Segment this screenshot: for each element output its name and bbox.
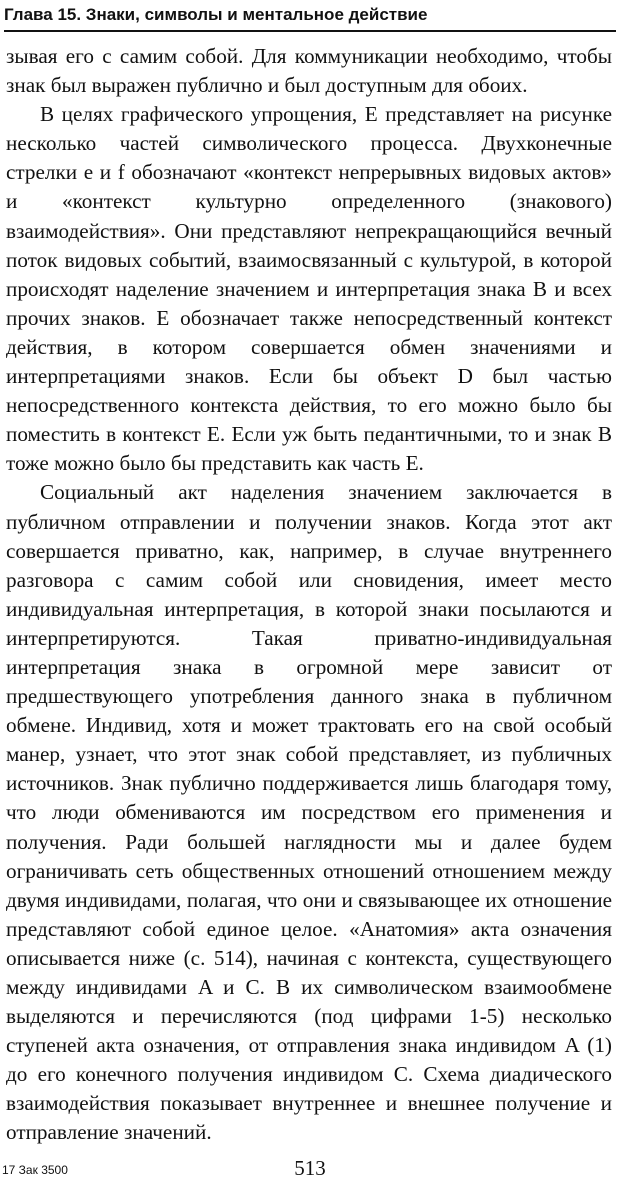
paragraph: зывая его с самим собой. Для коммуникации необходимо, чтобы знак был выражен публично и был доступным для обоих. [6,44,612,98]
page-number: 513 [294,1156,326,1180]
printer-signature-mark: 17 Зак 3500 [2,1163,68,1177]
header-rule [4,30,616,32]
paragraph: В целях графического упрощения, E представляет на рисунке несколько частей символического процесса. Двухконечные стрелки e и f обозначают «контекст непрерывных видовых актов» и «контекст культурно определенного (знакового) взаимодействия». Они представляют непрекращающийся вечный поток видовых событий, взаимосвязанный с культурой, в которой происходят наделение значением и интерпретация знака B и всех прочих знаков. E обозначает также непосредственный контекст действия, в котором совершается обмен значениями и интерпретациями знаков. Если бы объект D был частью непосредственного контекста действия, то его можно было бы поместить в контекст E. Если уж быть педантичными, то и знак B тоже можно было бы представить как часть E. [6,102,612,476]
running-header: Глава 15. Знаки, символы и ментальное действие [4,5,428,24]
body-text [6,42,612,1148]
paragraph: Социальный акт наделения значением заключается в публичном отправлении и получении знаков. Когда этот акт совершается приватно, как, например, в случае внутреннего разговора с самим собой или сновидения, имеет место индивидуальная интерпретация, в которой знаки посылаются и интерпретируются. Такая приватно-индивидуальная интерпретация знака в огромной мере зависит от предшествующего употребления данного знака в публичном обмене. Индивид, хотя и может трактовать его на свой особый манер, узнает, что этот знак собой представляет, из публичных источников. Знак публично поддерживается лишь благодаря тому, что люди обмениваются им посредством его применения и получения. Ради большей наглядности мы и далее будем ограничивать сеть общественных отношений отношением между двумя индивидами, полагая, что они и связывающее их отношение представляют собой единое целое. «Анатомия» акта означения описывается ниже (с. 514), начиная с контекста, существующего между индивидами A и C. В их символическом взаимообмене выделяются и перечисляются (под цифрами 1-5) несколько ступеней акта означения, от отправления знака индивидом A (1) до его конечного получения индивидом C. Схема диадического взаимодействия показывает внутреннее и внешнее получение и отправление значений. [6,480,612,1145]
